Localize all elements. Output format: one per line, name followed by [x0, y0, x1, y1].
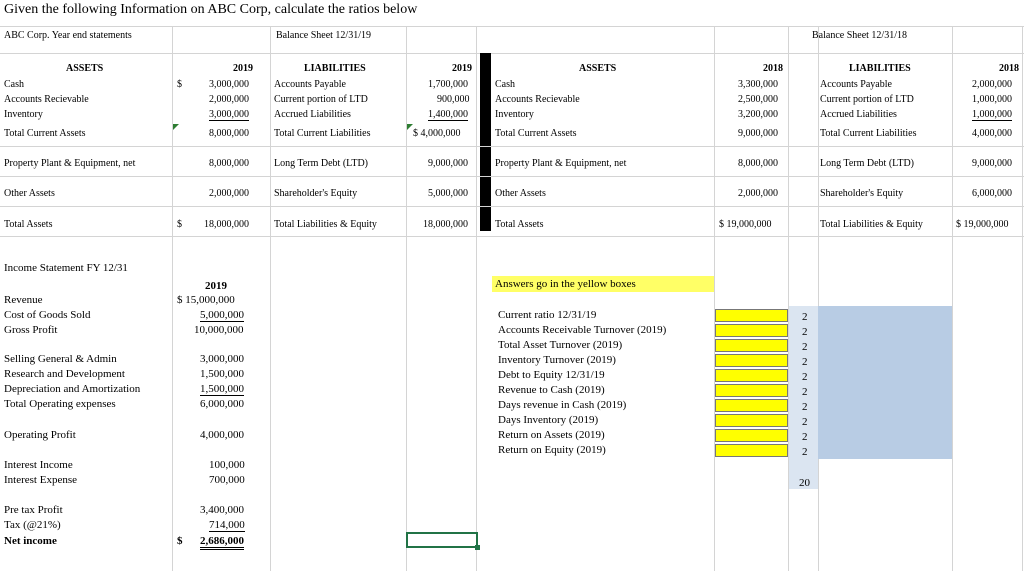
answer-label-4: Inventory Turnover (2019) [498, 354, 616, 366]
bs18-cash-value[interactable]: 3,300,000 [738, 79, 778, 90]
income-revenue-label: Revenue [4, 294, 43, 306]
income-rd-value[interactable]: 1,500,000 [200, 368, 244, 380]
bs19-tcl-value[interactable]: $ 4,000,000 [413, 128, 461, 139]
income-ie-label: Interest Expense [4, 474, 77, 486]
income-cogs-label: Cost of Goods Sold [4, 309, 91, 321]
bs19-other-value[interactable]: 2,000,000 [209, 188, 249, 199]
bs18-ap-label: Accounts Payable [820, 79, 892, 90]
income-da-value[interactable]: 1,500,000 [200, 383, 244, 395]
answer-label-9: Return on Assets (2019) [498, 429, 605, 441]
bs19-tca-label: Total Current Assets [4, 128, 86, 139]
points-4: 2 [802, 356, 808, 368]
income-revenue-value[interactable]: $ 15,000,000 [177, 294, 235, 306]
bs18-equity-value[interactable]: 6,000,000 [972, 188, 1012, 199]
bs19-equity-label: Shareholder's Equity [274, 188, 358, 199]
bs18-accrued-value[interactable]: 1,000,000 [972, 109, 1012, 120]
bs18-ta-label: Total Assets [495, 219, 544, 230]
income-sga-value[interactable]: 3,000,000 [200, 353, 244, 365]
bs18-tcl-value[interactable]: 4,000,000 [972, 128, 1012, 139]
bs19-accrued-label: Accrued Liabilities [274, 109, 351, 120]
bs19-ap-label: Accounts Payable [274, 79, 346, 90]
bs19-cpltd-value[interactable]: 900,000 [437, 94, 470, 105]
income-ptp-label: Pre tax Profit [4, 504, 63, 516]
points-total: 20 [799, 477, 810, 489]
points-2: 2 [802, 326, 808, 338]
bs18-ar-value[interactable]: 2,500,000 [738, 94, 778, 105]
selected-cell[interactable] [406, 532, 478, 548]
bs19-tle-value[interactable]: 18,000,000 [423, 219, 468, 230]
answer-label-3: Total Asset Turnover (2019) [498, 339, 623, 351]
bs18-tle-label: Total Liabilities & Equity [820, 219, 923, 230]
income-gp-label: Gross Profit [4, 324, 58, 336]
answer-label-2: Accounts Receivable Turnover (2019) [498, 324, 667, 336]
bs18-other-value[interactable]: 2,000,000 [738, 188, 778, 199]
bs18-accrued-label: Accrued Liabilities [820, 109, 897, 120]
points-3: 2 [802, 341, 808, 353]
income-ii-value[interactable]: 100,000 [209, 459, 245, 471]
bs19-other-label: Other Assets [4, 188, 55, 199]
answer-box-3[interactable] [715, 339, 788, 352]
answer-label-6: Revenue to Cash (2019) [498, 384, 605, 396]
answer-box-1[interactable] [715, 309, 788, 322]
subtitle: ABC Corp. Year end statements [4, 30, 132, 41]
income-ptp-value[interactable]: 3,400,000 [200, 504, 244, 516]
bs18-tcl-label: Total Current Liabilities [820, 128, 917, 139]
income-tax-label: Tax (@21%) [4, 519, 61, 531]
bs19-inv-value[interactable]: 3,000,000 [209, 109, 249, 120]
bs19-cash-label: Cash [4, 79, 24, 90]
income-cogs-value[interactable]: 5,000,000 [200, 309, 244, 321]
answer-box-6[interactable] [715, 384, 788, 397]
answer-box-5[interactable] [715, 369, 788, 382]
bs18-cpltd-value[interactable]: 1,000,000 [972, 94, 1012, 105]
income-da-label: Depreciation and Amortization [4, 383, 141, 395]
income-ie-value[interactable]: 700,000 [209, 474, 245, 486]
income-tax-value[interactable]: 714,000 [209, 519, 245, 531]
bs19-inv-label: Inventory [4, 109, 43, 120]
bs18-tle-value[interactable]: $ 19,000,000 [956, 219, 1009, 230]
bs19-ta-value[interactable]: 18,000,000 [204, 219, 249, 230]
answer-label-5: Debt to Equity 12/31/19 [498, 369, 605, 381]
cell-comment-marker [407, 124, 413, 130]
bs19-tle-label: Total Liabilities & Equity [274, 219, 377, 230]
income-year: 2019 [205, 280, 227, 292]
bs19-cpltd-label: Current portion of LTD [274, 94, 368, 105]
income-ni-dollar: $ [177, 535, 183, 547]
bs18-other-label: Other Assets [495, 188, 546, 199]
answer-box-2[interactable] [715, 324, 788, 337]
bs18-inv-value[interactable]: 3,200,000 [738, 109, 778, 120]
bs19-ar-value[interactable]: 2,000,000 [209, 94, 249, 105]
answer-box-10[interactable] [715, 444, 788, 457]
bs19-cash-value[interactable]: 3,000,000 [209, 79, 249, 90]
bs19-tcl-label: Total Current Liabilities [274, 128, 371, 139]
column-separator [480, 53, 491, 231]
points-1: 2 [802, 311, 808, 323]
bs18-ltd-value[interactable]: 9,000,000 [972, 158, 1012, 169]
bs19-accrued-value[interactable]: 1,400,000 [428, 109, 468, 120]
answer-box-8[interactable] [715, 414, 788, 427]
cell-comment-marker [173, 124, 179, 130]
bs18-tca-value[interactable]: 9,000,000 [738, 128, 778, 139]
bs19-equity-value[interactable]: 5,000,000 [428, 188, 468, 199]
points-7: 2 [802, 401, 808, 413]
bs18-ta-value[interactable]: $ 19,000,000 [719, 219, 772, 230]
bs18-equity-label: Shareholder's Equity [820, 188, 904, 199]
income-op-value[interactable]: 4,000,000 [200, 429, 244, 441]
bs19-ap-value[interactable]: 1,700,000 [428, 79, 468, 90]
income-gp-value[interactable]: 10,000,000 [194, 324, 244, 336]
bs18-year-left: 2018 [763, 63, 783, 74]
bs19-heading: Balance Sheet 12/31/19 [276, 30, 371, 41]
points-5: 2 [802, 371, 808, 383]
bs18-assets-header: ASSETS [579, 63, 617, 74]
answer-label-10: Return on Equity (2019) [498, 444, 606, 456]
income-ni-value[interactable]: 2,686,000 [200, 535, 244, 550]
income-topex-label: Total Operating expenses [4, 398, 116, 410]
bs19-tca-value[interactable]: 8,000,000 [209, 128, 249, 139]
income-rd-label: Research and Development [4, 368, 125, 380]
bs18-heading: Balance Sheet 12/31/18 [812, 30, 907, 41]
bs19-ta-label: Total Assets [4, 219, 53, 230]
bs19-assets-header: ASSETS [66, 63, 104, 74]
bs18-ap-value[interactable]: 2,000,000 [972, 79, 1012, 90]
bs19-ar-label: Accounts Recievable [4, 94, 89, 105]
income-heading: Income Statement FY 12/31 [4, 262, 128, 274]
bs18-ppe-value[interactable]: 8,000,000 [738, 158, 778, 169]
answer-label-1: Current ratio 12/31/19 [498, 309, 597, 321]
income-topex-value[interactable]: 6,000,000 [200, 398, 244, 410]
points-8: 2 [802, 416, 808, 428]
income-op-label: Operating Profit [4, 429, 76, 441]
bs19-dollar: $ [177, 79, 182, 90]
bs19-year-right: 2019 [452, 63, 472, 74]
bs18-cpltd-label: Current portion of LTD [820, 94, 914, 105]
bs19-ltd-label: Long Term Debt (LTD) [274, 158, 369, 169]
bs18-cash-label: Cash [495, 79, 515, 90]
income-ni-label: Net income [4, 535, 57, 547]
points-9: 2 [802, 431, 808, 443]
bs19-ppe-label: Property Plant & Equipment, net [4, 158, 136, 169]
answer-box-9[interactable] [715, 429, 788, 442]
bs19-year-left: 2019 [233, 63, 253, 74]
answer-box-7[interactable] [715, 399, 788, 412]
income-sga-label: Selling General & Admin [4, 353, 117, 365]
points-6: 2 [802, 386, 808, 398]
bs19-liab-header: LIABILITIES [304, 63, 366, 74]
bs19-ppe-value[interactable]: 8,000,000 [209, 158, 249, 169]
income-ii-label: Interest Income [4, 459, 73, 471]
answer-label-8: Days Inventory (2019) [498, 414, 599, 426]
bs19-ta-dollar: $ [177, 219, 182, 230]
answers-banner: Answers go in the yellow boxes [495, 278, 636, 290]
answer-notes-area[interactable] [818, 306, 952, 459]
bs18-liab-header: LIABILITIES [849, 63, 911, 74]
page-title: Given the following Information on ABC Corp, calculate the ratios below [4, 2, 418, 17]
bs18-inv-label: Inventory [495, 109, 534, 120]
bs18-year-right: 2018 [999, 63, 1019, 74]
bs18-ltd-label: Long Term Debt (LTD) [820, 158, 915, 169]
bs18-ppe-label: Property Plant & Equipment, net [495, 158, 627, 169]
fill-handle[interactable] [475, 545, 480, 550]
answer-box-4[interactable] [715, 354, 788, 367]
answer-label-7: Days revenue in Cash (2019) [498, 399, 627, 411]
points-10: 2 [802, 446, 808, 458]
bs18-ar-label: Accounts Recievable [495, 94, 580, 105]
bs18-tca-label: Total Current Assets [495, 128, 577, 139]
bs19-ltd-value[interactable]: 9,000,000 [428, 158, 468, 169]
